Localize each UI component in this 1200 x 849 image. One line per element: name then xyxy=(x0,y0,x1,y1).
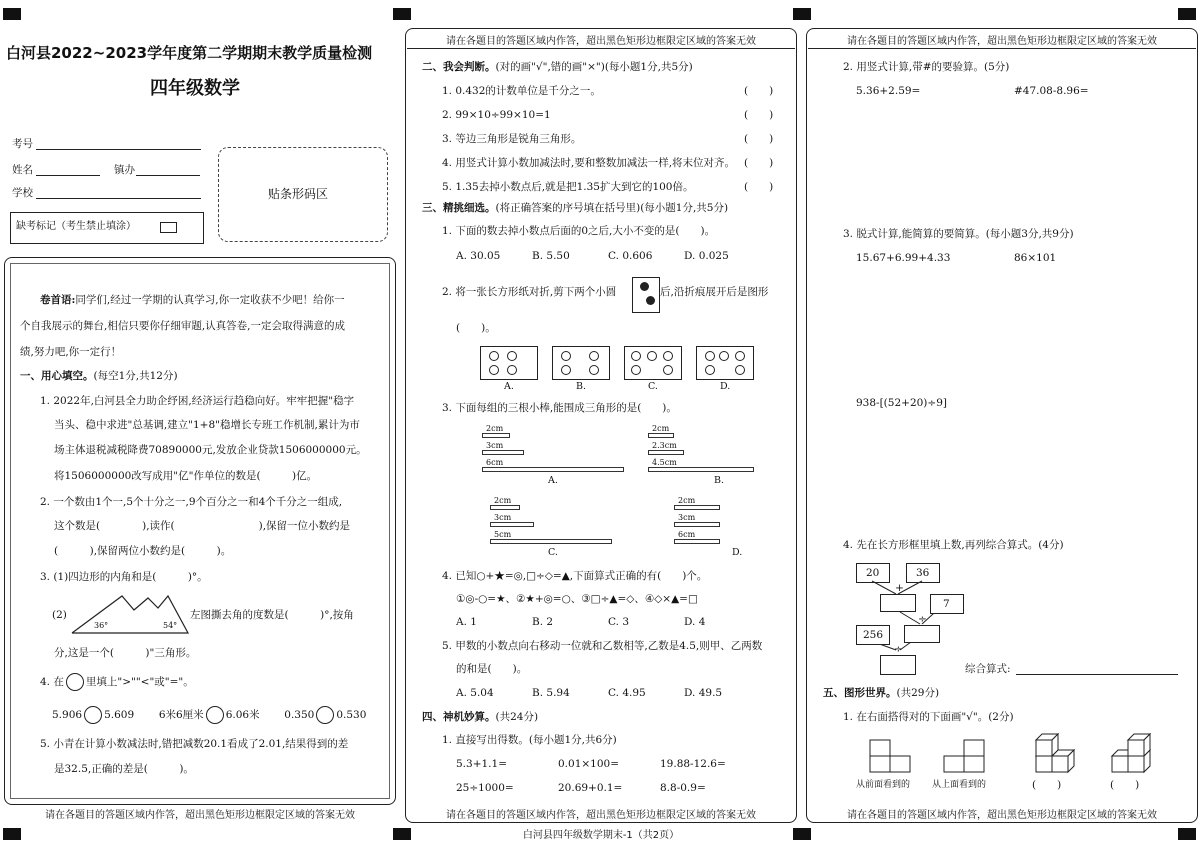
choice-2-question-c: ( )。 xyxy=(456,322,496,334)
answer-circle-1[interactable] xyxy=(84,706,102,724)
section-3-heading xyxy=(422,201,728,215)
stick-length-label: 2cm xyxy=(486,424,504,433)
section-2-note: (对的画"√",错的画"×")(每小题1分,共5分) xyxy=(495,61,693,73)
preface-label: 卷首语: xyxy=(40,294,76,306)
choice-2-figure-label[interactable]: C. xyxy=(648,381,658,392)
angle-left-label: 36° xyxy=(94,621,109,630)
q3-line-c: 分,这是一个( )"三角形。 xyxy=(54,647,197,659)
stick-length-label: 5cm xyxy=(494,530,512,539)
front-view-label: 从前面看到的 xyxy=(856,780,911,790)
registration-mark xyxy=(3,8,21,20)
choice-4-option-b[interactable]: B. 2 xyxy=(532,616,554,628)
top-view-figure xyxy=(942,738,986,774)
stick-bar xyxy=(648,467,754,472)
choice-5-option-d[interactable]: D. 49.5 xyxy=(684,687,723,699)
q4-line-a: 4. 在 xyxy=(40,676,64,688)
flow-number-256: 256 xyxy=(856,625,890,645)
section-1-note: (每空1分,共12分) xyxy=(93,370,178,382)
choice-1-question: 1. 下面的数去掉小数点后面的0之后,大小不变的是( )。 xyxy=(442,225,716,237)
calc-1-question: 1. 直接写出得数。(每小题1分,共6分) xyxy=(442,734,617,746)
choice-1-option-a[interactable]: A. 30.05 xyxy=(456,250,501,262)
vertical-calc-b: #47.08-8.96= xyxy=(1014,85,1089,97)
flow-formula-line[interactable] xyxy=(1016,674,1178,675)
stick-bar xyxy=(482,450,524,455)
field-zhenban-line[interactable] xyxy=(136,175,200,176)
middle-footer-bar: 请在各题目的答题区域内作答，超出黑色矩形边框限定区域的答案无效 xyxy=(446,810,756,821)
calc-item-3: 19.88-12.6= xyxy=(660,758,726,770)
section-1-heading xyxy=(20,369,178,383)
judge-answer-paren[interactable]: ( ) xyxy=(744,85,774,97)
choice-3-question: 3. 下面每组的三根小棒,能围成三角形的是( )。 xyxy=(442,402,677,414)
judge-item-3: 3. 等边三角形是锐角三角形。 xyxy=(442,133,582,145)
compare-2-left: 6米6厘米 xyxy=(158,709,204,721)
section-4-note: (共24分) xyxy=(495,711,539,723)
stick-length-label: 2cm xyxy=(494,496,512,505)
choice-4-question: 4. 已知○+★=◎,□÷◇=▲,下面算式正确的有( )个。 xyxy=(442,570,708,582)
exam-title: 白河县2022~2023学年度第二学期期末教学质量检测 xyxy=(6,44,373,62)
registration-mark xyxy=(1178,8,1196,20)
judge-answer-paren[interactable]: ( ) xyxy=(744,109,774,121)
q5-line-a: 5. 小青在计算小数减法时,错把减数20.1看成了2.01,结果得到的差 xyxy=(40,738,349,750)
choice-4-items: ①◎-○=★、②★+◎=○、③□÷▲=◇、④◇×▲=□ xyxy=(456,593,698,605)
q4-heading xyxy=(40,673,194,691)
angle-right-label: 54° xyxy=(163,621,178,630)
flow-number-7: 7 xyxy=(930,594,964,614)
choice-4-option-d[interactable]: D. 4 xyxy=(684,616,706,628)
cube-answer-paren-1[interactable]: ( ) xyxy=(1032,779,1062,791)
flow-formula-label: 综合算式: xyxy=(965,663,1011,675)
stick-length-label: 6cm xyxy=(678,530,696,539)
choice-2-figure-b xyxy=(552,346,610,380)
preface xyxy=(40,293,345,307)
choice-1-option-d[interactable]: D. 0.025 xyxy=(684,250,729,262)
middle-answer-frame xyxy=(405,28,797,823)
q2-line-a: 2. 一个数由1个一,5个十分之一,9个百分之一和4个千分之一组成, xyxy=(40,496,343,508)
stick-group-label[interactable]: A. xyxy=(548,475,558,486)
section-3-title: 三、精挑细选。 xyxy=(422,202,496,214)
field-label-school: 学校 xyxy=(12,187,33,199)
section-2-title: 二、我会判断。 xyxy=(422,61,496,73)
flow-op-div-1: ÷ xyxy=(918,613,927,625)
section-2-heading xyxy=(422,60,693,74)
barcode-label: 贴条形码区 xyxy=(268,187,329,201)
stick-length-label: 6cm xyxy=(486,458,504,467)
judge-item-4: 4. 用竖式计算小数加减法时,要和整数加减法一样,将末位对齐。 xyxy=(442,157,736,169)
choice-5-question-b: 的和是( )。 xyxy=(456,663,528,675)
compare-3-left: 0.350 xyxy=(284,709,315,721)
right-header-bar: 请在各题目的答题区域内作答，超出黑色矩形边框限定区域的答案无效 xyxy=(847,36,1157,47)
compare-2-right: 6.06米 xyxy=(225,709,260,721)
registration-mark xyxy=(1178,828,1196,840)
hole-circle-icon xyxy=(735,351,745,361)
flow-number-20: 20 xyxy=(856,563,890,583)
q3-line-b: 左图撕去角的度数是( )°,按角 xyxy=(190,609,354,621)
top-view-label: 从上面看到的 xyxy=(932,780,987,790)
cube-arrangement-1 xyxy=(1032,730,1088,776)
middle-header-bar: 请在各题目的答题区域内作答，超出黑色矩形边框限定区域的答案无效 xyxy=(446,36,756,47)
stick-group-label[interactable]: B. xyxy=(714,475,725,486)
section-5-note: (共29分) xyxy=(896,687,940,699)
stick-bar xyxy=(482,467,624,472)
hole-circle-icon xyxy=(631,365,641,375)
hole-circle-icon xyxy=(647,351,657,361)
hole-circle-icon xyxy=(589,351,599,361)
q1-line-c: 场主体退税减税降费70890000元,发放企业贷款1506000000元。 xyxy=(54,444,367,456)
flow-blank-2[interactable] xyxy=(904,625,940,643)
judge-item-2: 2. 99×10÷99×10=1 xyxy=(442,109,551,121)
stick-bar xyxy=(648,450,684,455)
hole-circle-icon xyxy=(735,365,745,375)
stick-bar xyxy=(490,539,612,544)
choice-2-figure-label[interactable]: A. xyxy=(504,381,514,392)
q1-line-a: 1. 2022年,白河县全力助企纾困,经济运行趋稳向好。牢牢把握"稳字 xyxy=(40,395,355,407)
choice-2-figure-label[interactable]: D. xyxy=(720,381,731,392)
judge-answer-paren[interactable]: ( ) xyxy=(744,181,774,193)
preface-line-2: 个自我展示的舞台,相信只要你仔细审题,认真答卷,一定会取得满意的成 xyxy=(20,320,346,332)
calc-item-6: 8.8-0.9= xyxy=(660,782,706,794)
section-3-note: (将正确答案的序号填在括号里)(每小题1分,共5分) xyxy=(495,202,729,214)
choice-1-option-c[interactable]: C. 0.606 xyxy=(608,250,653,262)
calc-item-1: 5.3+1.1= xyxy=(456,758,507,770)
step-calc-a: 15.67+6.99+4.33 xyxy=(856,252,951,264)
field-label-zhenban: 镇办 xyxy=(114,164,135,176)
choice-5-option-a[interactable]: A. 5.04 xyxy=(456,687,494,699)
field-label-name: 姓名 xyxy=(12,164,33,176)
choice-5-option-b[interactable]: B. 5.94 xyxy=(532,687,570,699)
absent-mark-checkbox[interactable] xyxy=(160,222,177,233)
compare-1-right: 5.609 xyxy=(104,709,135,721)
stick-length-label: 3cm xyxy=(494,513,512,522)
choice-2-question-b: 后,沿折痕展开后是图形 xyxy=(660,286,769,298)
shapes-question: 1. 在右面搭得对的下面画"√"。(2分) xyxy=(843,711,1014,723)
folded-paper-icon xyxy=(632,277,660,313)
registration-mark xyxy=(393,8,411,20)
stick-length-label: 4.5cm xyxy=(652,458,677,467)
q5-line-b: 是32.5,正确的差是( )。 xyxy=(54,763,194,775)
q2-line-b: 这个数是( ),读作( ),保留一位小数约是 xyxy=(54,520,351,532)
stick-length-label: 2cm xyxy=(652,424,670,433)
step-calc-b: 86×101 xyxy=(1014,252,1057,264)
judge-item-5: 5. 1.35去掉小数点后,就是把1.35扩大到它的100倍。 xyxy=(442,181,694,193)
flow-arrows xyxy=(850,578,970,658)
hole-circle-icon xyxy=(589,365,599,375)
choice-2-question-a: 2. 将一张长方形纸对折,剪下两个小圆 xyxy=(442,286,617,298)
choice-4-option-a[interactable]: A. 1 xyxy=(456,616,477,628)
stick-bar xyxy=(482,433,510,438)
subject-title: 四年级数学 xyxy=(150,78,240,99)
flow-blank-3[interactable] xyxy=(880,655,916,675)
choice-5-question-a: 5. 甲数的小数点向右移动一位就和乙数相等,乙数是4.5,则甲、乙两数 xyxy=(442,640,763,652)
judge-item-1: 1. 0.432的计数单位是千分之一。 xyxy=(442,85,601,97)
hole-circle-icon xyxy=(705,351,715,361)
compare-3-right: 0.530 xyxy=(336,709,367,721)
vertical-calc-a: 5.36+2.59= xyxy=(856,85,921,97)
section-4-heading xyxy=(422,710,538,724)
middle-header-rule xyxy=(407,48,795,49)
field-label-kaohao: 考号 xyxy=(12,138,33,150)
front-view-figure xyxy=(868,738,912,774)
right-header-rule xyxy=(808,48,1196,49)
registration-mark xyxy=(3,828,21,840)
calc-item-2: 0.01×100= xyxy=(558,758,620,770)
stick-length-label: 2.3cm xyxy=(652,441,677,450)
q1-line-d: 将1506000000改写成用"亿"作单位的数是( )亿。 xyxy=(54,470,318,482)
cube-arrangement-2 xyxy=(1108,730,1164,776)
section-4-title: 四、神机妙算。 xyxy=(422,711,496,723)
stick-length-label: 2cm xyxy=(678,496,696,505)
stick-bar xyxy=(674,505,720,510)
answer-circle-2[interactable] xyxy=(206,706,224,724)
hole-circle-icon xyxy=(507,351,517,361)
page-footer: 白河县四年级数学期末-1（共2页） xyxy=(522,830,680,841)
q3-line-a: 3. (1)四边形的内角和是( )°。 xyxy=(40,571,208,583)
hole-circle-icon xyxy=(507,365,517,375)
preface-line-1: 同学们,经过一学期的认真学习,你一定收获不少吧！给你一 xyxy=(75,294,345,306)
stick-length-label: 3cm xyxy=(486,441,504,450)
section-5-heading xyxy=(823,686,939,700)
q1-line-b: 当头、稳中求进"总基调,建立"1+8"稳增长专班工作机制,累计为市 xyxy=(54,419,360,431)
choice-2-figure-c xyxy=(624,346,682,380)
choice-2-figure-label[interactable]: B. xyxy=(576,381,587,392)
hole-circle-icon xyxy=(561,365,571,375)
stick-bar xyxy=(490,505,520,510)
flow-op-plus: + xyxy=(895,582,904,594)
hole-circle-icon xyxy=(663,365,673,375)
choice-4-option-c[interactable]: C. 3 xyxy=(608,616,630,628)
flow-op-div-2: ÷ xyxy=(894,643,903,655)
left-footer-bar: 请在各题目的答题区域内作答，超出黑色矩形边框限定区域的答案无效 xyxy=(45,810,355,821)
step-calc-c: 938-[(52+20)÷9] xyxy=(856,397,947,409)
compare-1-left: 5.906 xyxy=(52,709,83,721)
registration-mark xyxy=(793,8,811,20)
hole-circle-icon xyxy=(489,351,499,361)
step-calc-question: 3. 脱式计算,能简算的要简算。(每小题3分,共9分) xyxy=(843,228,1074,240)
flow-number-36: 36 xyxy=(906,563,940,583)
stick-length-label: 3cm xyxy=(678,513,696,522)
hole-circle-icon xyxy=(719,351,729,361)
stick-group-label[interactable]: C. xyxy=(548,547,558,558)
answer-circle-3[interactable] xyxy=(316,706,334,724)
field-school-line[interactable] xyxy=(36,198,201,199)
judge-answer-paren[interactable]: ( ) xyxy=(744,157,774,169)
compare-circle-icon xyxy=(66,673,84,691)
preface-line-3: 绩,努力吧,你一定行！ xyxy=(20,346,122,358)
hole-circle-icon xyxy=(561,351,571,361)
vertical-calc-question: 2. 用竖式计算,带#的要验算。(5分) xyxy=(843,61,1010,73)
stick-group-label[interactable]: D. xyxy=(732,547,743,558)
stick-bar xyxy=(674,539,720,544)
hole-circle-icon xyxy=(631,351,641,361)
choice-2-figure-a xyxy=(480,346,538,380)
q4-compare-row xyxy=(52,706,366,724)
flow-blank-1[interactable] xyxy=(880,594,916,612)
judge-answer-paren[interactable]: ( ) xyxy=(744,133,774,145)
hole-circle-icon xyxy=(705,365,715,375)
right-answer-frame xyxy=(806,28,1198,823)
hole-circle-icon xyxy=(489,365,499,375)
choice-1-option-b[interactable]: B. 5.50 xyxy=(532,250,570,262)
right-footer-bar: 请在各题目的答题区域内作答，超出黑色矩形边框限定区域的答案无效 xyxy=(847,810,1157,821)
field-name-line[interactable] xyxy=(36,175,100,176)
q3-part-2-number: (2) xyxy=(52,609,67,621)
section-5-title: 五、图形世界。 xyxy=(823,687,897,699)
choice-2-figure-d xyxy=(696,346,754,380)
calc-item-5: 20.69+0.1= xyxy=(558,782,623,794)
flow-question: 4. 先在长方形框里填上数,再列综合算式。(4分) xyxy=(843,539,1064,551)
hole-circle-icon xyxy=(663,351,673,361)
stick-bar xyxy=(674,522,720,527)
choice-5-option-c[interactable]: C. 4.95 xyxy=(608,687,646,699)
q2-line-c: ( ),保留两位小数约是( )。 xyxy=(54,545,232,557)
section-1-title: 一、用心填空。 xyxy=(20,370,94,382)
stick-bar xyxy=(648,433,674,438)
field-kaohao-line[interactable] xyxy=(36,149,201,150)
cube-answer-paren-2[interactable]: ( ) xyxy=(1110,779,1140,791)
stick-bar xyxy=(490,522,534,527)
calc-item-4: 25÷1000= xyxy=(456,782,514,794)
absent-mark-label: 缺考标记（考生禁止填涂） xyxy=(16,221,136,232)
q4-line-b: 里填上">""<"或"="。 xyxy=(85,676,194,688)
